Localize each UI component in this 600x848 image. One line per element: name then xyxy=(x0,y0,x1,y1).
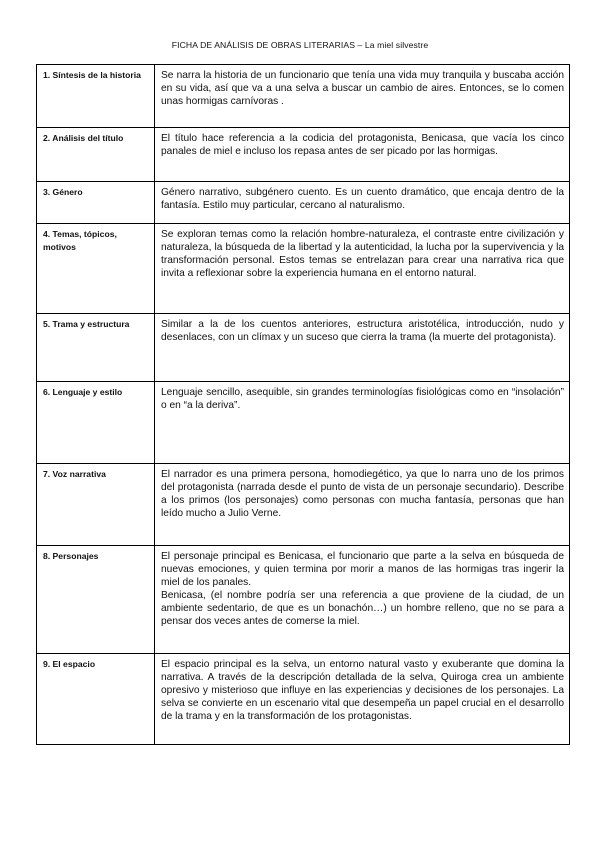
row-content-temas xyxy=(155,224,570,314)
row-paragraph: El título hace referencia a la codicia del protagonista, Benicasa, que vacía los cinco panales de miel e incluso los repasa antes de ser picado por las hormigas. xyxy=(161,133,564,158)
row-paragraph: Similar a la de los cuentos anteriores, estructura aristotélica, introducción, nudo y desenlaces, con un clímax y un suceso que cierra la trama (la muerte del protagonista). xyxy=(161,319,564,344)
row-label-trama: 5. Trama y estructura xyxy=(37,314,155,382)
row-paragraph: El narrador es una primera persona, homodiegético, ya que lo narra uno de los primos del protagonista (narrada desde el punto de vista de un personaje secundario). Describe a los primos (los personajes) como personas con mucha fantasía, personas que han leído mucho a Julio Verne. xyxy=(161,469,564,520)
analysis-table xyxy=(36,64,570,745)
row-content-genero xyxy=(155,182,570,224)
row-label-temas: 4. Temas, tópicos, motivos xyxy=(37,224,155,314)
table-row xyxy=(37,654,570,745)
row-content-sintesis xyxy=(155,65,570,128)
row-paragraph: Género narrativo, subgénero cuento. Es un cuento dramático, que encaja dentro de la fantasía. Estilo muy particular, cercano al naturalismo. xyxy=(161,187,564,212)
row-label-genero: 3. Género xyxy=(37,182,155,224)
row-content-titulo xyxy=(155,128,570,182)
row-paragraph: El espacio principal es la selva, un entorno natural vasto y exuberante que domina la narrativa. A través de la descripción detallada de la selva, Quiroga crea un ambiente opresivo y misterioso que influye en las experiencias y decisiones de los personajes. La selva se convierte en un escenario vital que desempeña un papel crucial en el desarrollo de la trama y en la transformación de los protagonistas. xyxy=(161,659,564,723)
row-content-personajes xyxy=(155,546,570,654)
row-paragraph: Se exploran temas como la relación hombre-naturaleza, el contraste entre civilización y naturaleza, la búsqueda de la libertad y la autenticidad, la lucha por la supervivencia y la transformación personal. Estos temas se entrelazan para crear una narrativa rica que invita a reflexionar sobre la experiencia humana en el entorno natural. xyxy=(161,229,564,280)
table-row xyxy=(37,546,570,654)
row-label-sintesis: 1. Síntesis de la historia xyxy=(37,65,155,128)
table-row xyxy=(37,224,570,314)
row-content-trama xyxy=(155,314,570,382)
table-row xyxy=(37,314,570,382)
row-content-espacio xyxy=(155,654,570,745)
row-label-titulo: 2. Análisis del título xyxy=(37,128,155,182)
row-label-personajes: 8. Personajes xyxy=(37,546,155,654)
row-content-voz xyxy=(155,464,570,546)
table-row xyxy=(37,182,570,224)
row-label-espacio: 9. El espacio xyxy=(37,654,155,745)
row-paragraph: Lenguaje sencillo, asequible, sin grandes terminologías fisiológicas como en “insolación” o en “a la deriva”. xyxy=(161,387,564,412)
row-paragraph: El personaje principal es Benicasa, el funcionario que parte a la selva en búsqueda de nuevas emociones, y quien termina por morir a manos de las hormigas tras ingerir la miel de los panales. xyxy=(161,551,564,589)
table-row xyxy=(37,464,570,546)
row-paragraph: Benicasa, (el nombre podría ser una referencia a que proviene de la ciudad, de un ambiente sedentario, de que es un bonachón…) un hombre relleno, que no se para a pensar dos veces antes de comerse la miel. xyxy=(161,590,564,628)
table-row xyxy=(37,65,570,128)
table-row xyxy=(37,382,570,464)
row-label-voz: 7. Voz narrativa xyxy=(37,464,155,546)
table-row xyxy=(37,128,570,182)
row-content-lenguaje xyxy=(155,382,570,464)
row-paragraph: Se narra la historia de un funcionario que tenía una vida muy tranquila y buscaba acción en su vida, así que va a una selva a buscar un cambio de aires. Entonces, se lo comen unas hormigas carnívoras . xyxy=(161,70,564,108)
row-label-lenguaje: 6. Lenguaje y estilo xyxy=(37,382,155,464)
document-title: FICHA DE ANÁLISIS DE OBRAS LITERARIAS – La miel silvestre xyxy=(171,40,429,50)
